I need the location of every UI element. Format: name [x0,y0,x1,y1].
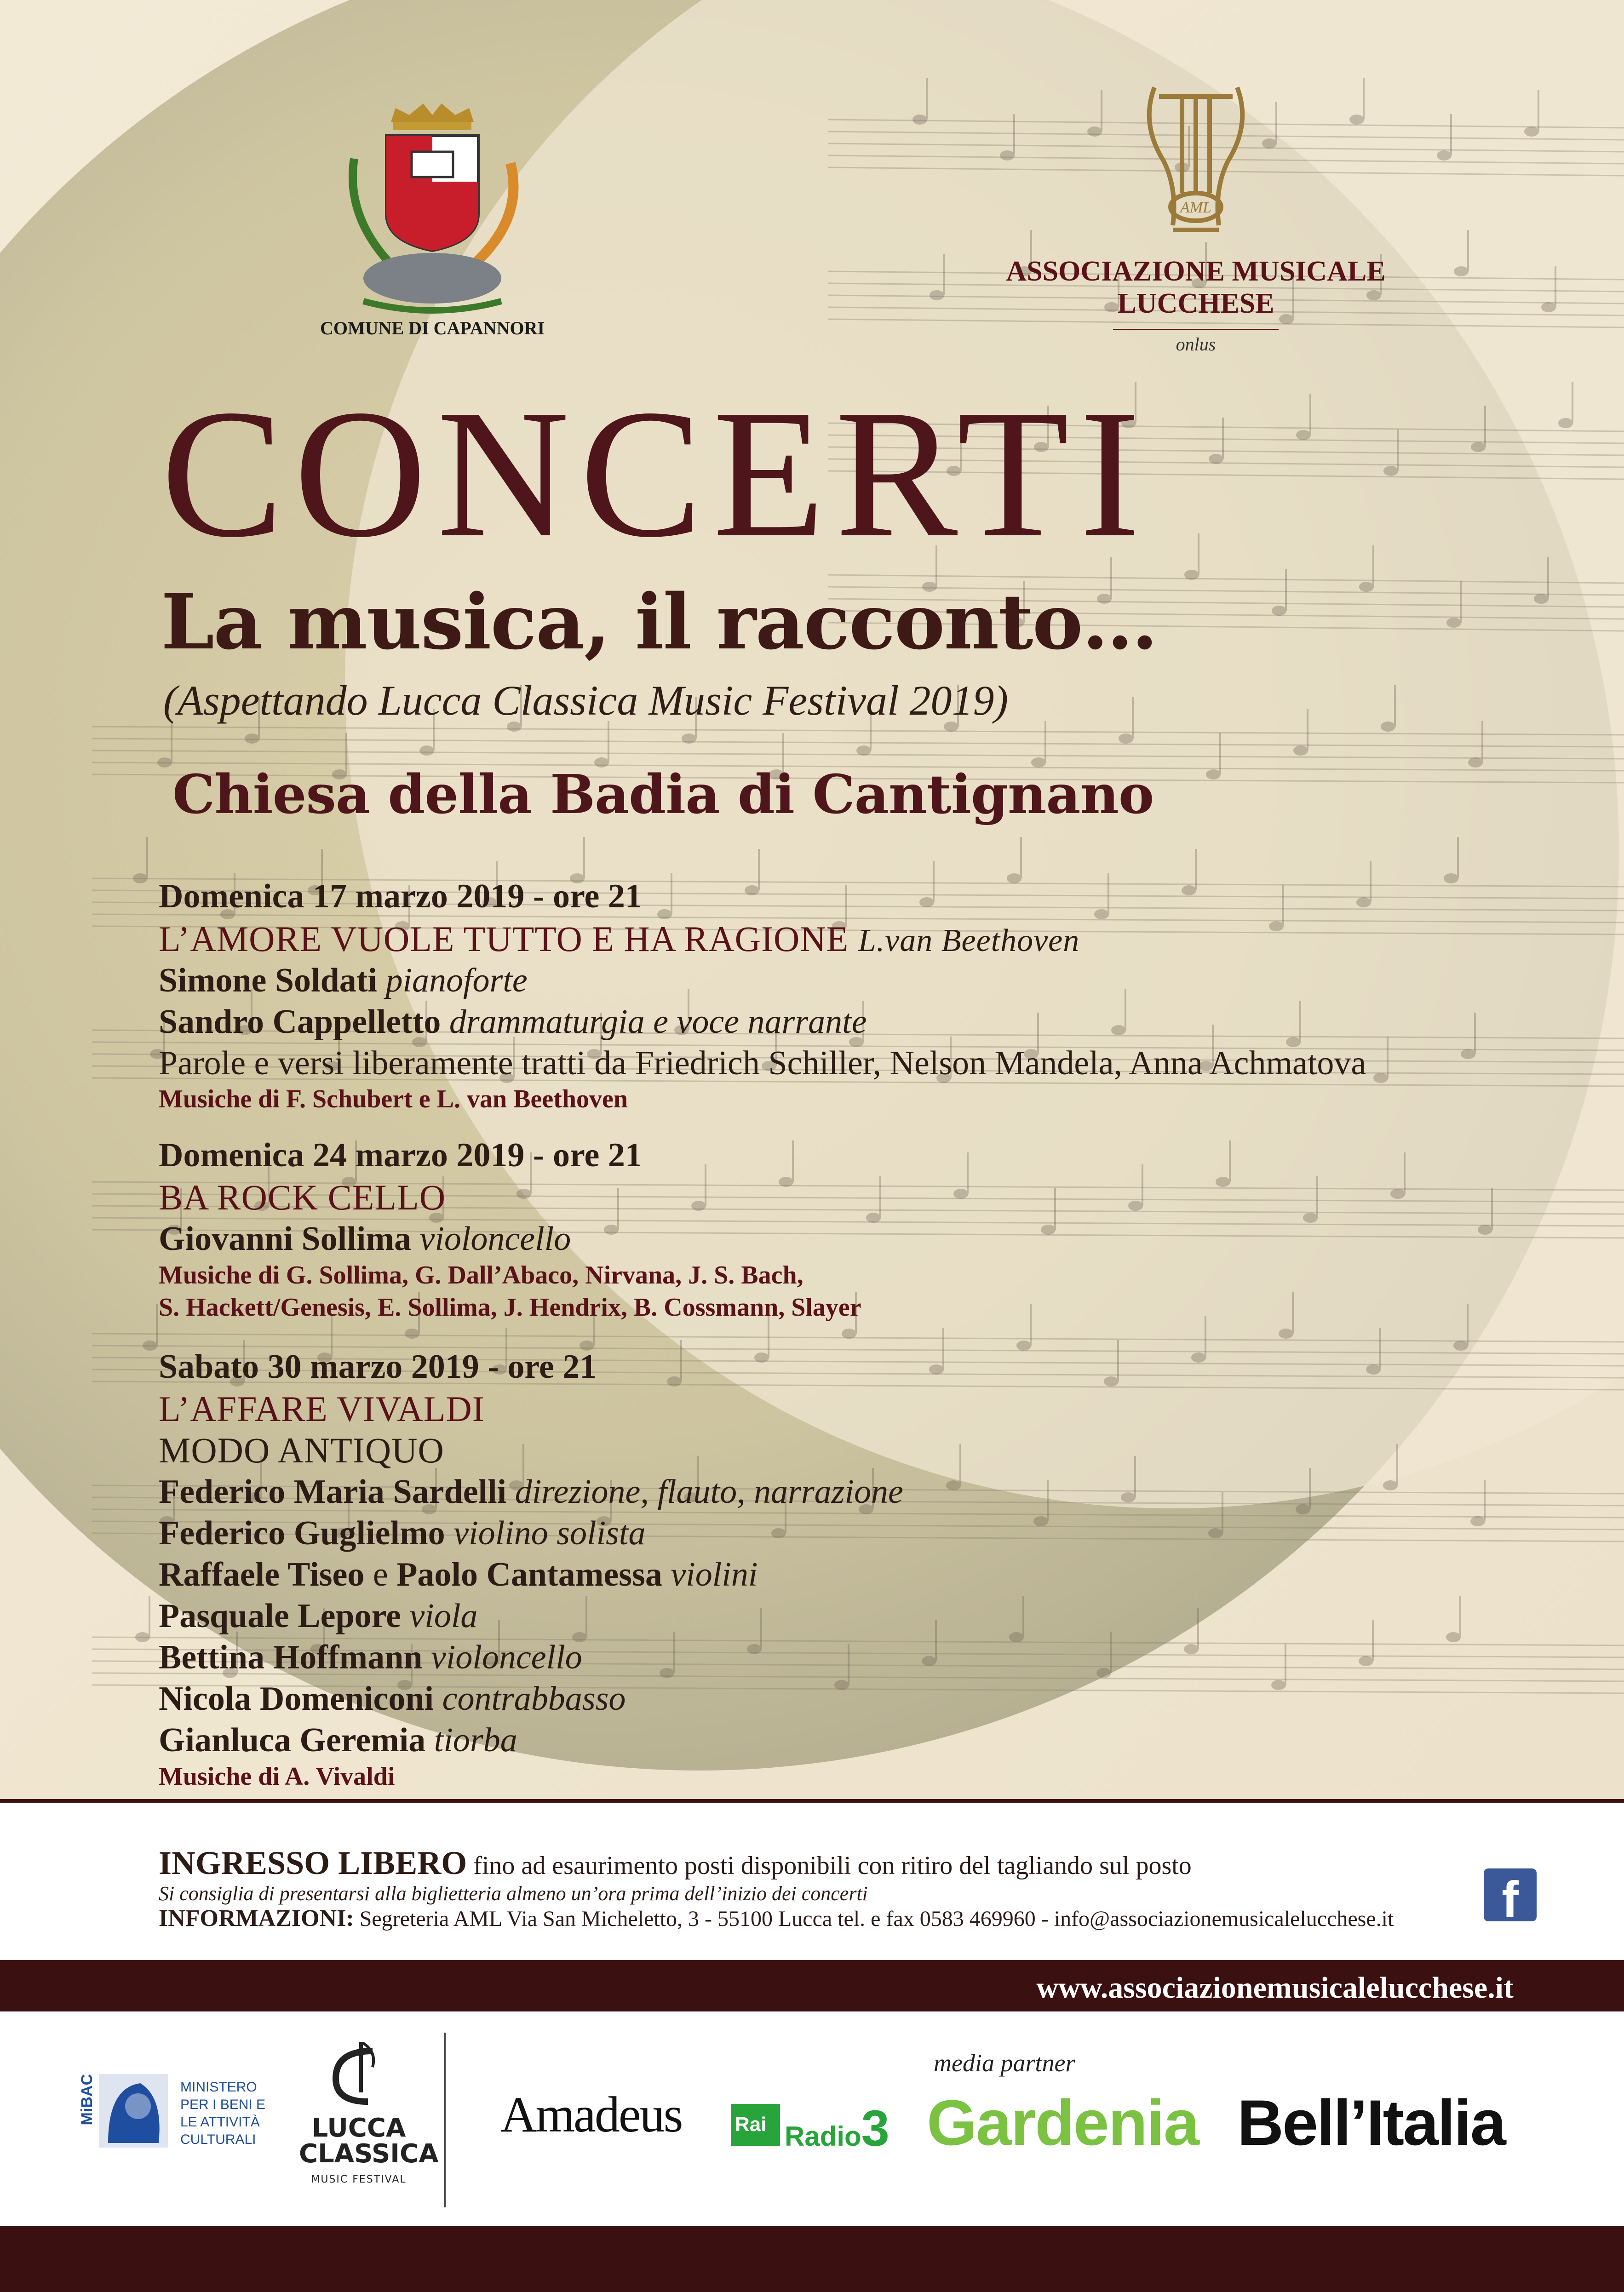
note-head [1446,618,1461,628]
performer-name: Raffaele Tiseo [159,1556,365,1593]
note-stem [1450,114,1452,155]
note-stem [1292,1292,1294,1334]
note-head [1453,1341,1468,1351]
note-stem [967,1152,969,1194]
note-head [1119,733,1133,744]
note-head [1471,442,1486,452]
note-head [135,1632,150,1642]
note-stem [1134,1456,1136,1497]
concert-3-performer-2 [159,1516,646,1550]
gardenia-logo: Gardenia [927,2086,1199,2159]
note-head [919,897,934,907]
note-stem [1397,430,1399,471]
performer-role: drammaturgia e voce narrante [449,1003,867,1041]
footer-bar [0,2226,1624,2292]
note-stem [1484,1480,1486,1521]
note-head [856,745,871,756]
note-stem [758,849,760,890]
performer-role: violino solista [453,1514,646,1552]
note-stem [879,1176,881,1218]
note-stem [671,873,672,914]
note-head [419,745,434,756]
note-stem [171,721,172,762]
note-stem [1285,569,1287,611]
note-head [922,1656,936,1666]
performer-name: Paolo Cantamessa [396,1556,662,1593]
note-stem [1054,1188,1056,1230]
note-stem [1108,873,1109,914]
performer-role: violoncello [431,1639,582,1676]
subtitle: La musica, il racconto… [161,577,1157,666]
note-head [1128,1201,1143,1211]
note-head [1541,302,1556,312]
note-head [1381,722,1395,732]
note-head [1279,1329,1293,1339]
radio3-logo [785,2099,889,2158]
amadeus-logo: Amadeus [500,2086,682,2143]
aml-name [966,255,1426,320]
performer-role: violini [671,1556,758,1593]
note-stem [1474,1013,1476,1054]
note-head [1191,1352,1206,1363]
note-head [1444,873,1458,883]
concert-2-title: BA ROCK CELLO [159,1177,446,1217]
note-stem [926,78,928,120]
performer-name: Bettina Hoffmann [159,1639,423,1676]
note-stem [1020,837,1022,878]
note-head [1184,1644,1199,1654]
note-head [1373,1073,1388,1083]
note-head [834,1680,849,1690]
note-head [1209,454,1223,464]
performer-role: viola [409,1597,478,1635]
note-stem [680,1340,682,1381]
note-stem [1372,1620,1374,1661]
comune-label: COMUNE DI CAPANNORI [320,318,545,338]
note-stem [1484,406,1486,447]
note-stem [933,861,935,902]
concert-2-performer-1 [159,1222,571,1256]
note-stem [768,1316,769,1358]
note-head [691,1201,706,1211]
concert-3-title-2: MODO ANTIQUO [159,1430,444,1470]
page-title: CONCERTI [161,372,1151,575]
note-stem [1117,1340,1119,1381]
aml-name-line1: ASSOCIAZIONE MUSICALE [1006,256,1386,287]
note-head [1359,1656,1373,1666]
note-stem [943,254,945,295]
info-label: INFORMAZIONI: [159,1905,354,1931]
concert-3-title-1: L’AFFARE VIVALDI [159,1389,485,1429]
note-head [1007,873,1021,883]
note-head [1383,466,1398,476]
note-stem [1309,1468,1311,1509]
note-head [1558,418,1573,428]
note-stem [156,1304,158,1346]
facebook-icon[interactable]: f [1484,1868,1537,1921]
note-head [1359,582,1374,592]
note-head [1094,909,1109,919]
concert-2-date: Domenica 24 marzo 2019 - ore 21 [159,1136,642,1174]
performer-name: Gianluca Geremia [159,1721,426,1759]
note-head [1296,430,1311,440]
performer-role: contrabbasso [442,1680,626,1718]
note-stem [1396,1444,1398,1485]
performer-conjunction: e [373,1556,388,1593]
mibac-line: PER I BENI E [180,2097,266,2112]
note-stem [1282,885,1284,926]
note-stem [1142,1164,1143,1206]
note-head [133,873,148,883]
info-line [159,1905,1394,1932]
note-stem [1459,1596,1461,1637]
note-stem [1547,557,1549,599]
performer-role: pianoforte [385,962,528,999]
note-stem [1285,1644,1286,1685]
note-stem [792,1140,794,1182]
note-head [1478,1225,1492,1235]
note-stem [1404,1152,1406,1194]
note-stem [1363,78,1365,120]
note-stem [585,1596,587,1637]
concert-3-performer-6 [159,1682,625,1716]
note-stem [1101,90,1102,132]
note-stem [1460,581,1462,623]
info-band [0,1803,1624,1959]
note-head [1293,745,1308,756]
info-details: Segreteria AML Via San Micheletto, 3 - 55100 Lucca tel. e fax 0583 469960 - info@associazionemusicalelucchese.it [359,1907,1394,1931]
comune-crest-icon [336,103,529,315]
note-stem [1372,545,1374,587]
performer-name: Giovanni Sollima [159,1220,411,1258]
note-head [1468,757,1483,768]
note-head [1104,1376,1119,1387]
note-head [912,115,927,125]
performer-role: direzione, flauto, narrazione [515,1473,903,1511]
note-stem [1572,382,1573,423]
note-head [682,733,696,744]
website-link[interactable]: www.associazionemusicalelucchese.it [1036,1971,1514,2005]
note-head [1366,1364,1381,1375]
concert-1-performer-1 [159,963,528,997]
note-head [667,1376,682,1387]
performer-name: Nicola Domeniconi [159,1680,434,1718]
note-stem [1275,102,1277,143]
lucca-classica-line: LUCCA [311,2113,406,2143]
note-head [1184,570,1199,580]
performer-name: Federico Guglielmo [159,1514,445,1552]
media-partner-label: media partner [934,2049,1075,2077]
note-stem [1316,1176,1318,1218]
note-head [866,1213,881,1223]
note-head [1303,1213,1318,1223]
note-stem [1125,989,1126,1030]
entry-free-label: INGRESSO LIBERO [159,1845,467,1881]
note-head [1262,138,1277,149]
note-stem [1222,1492,1223,1533]
note-head [1121,1492,1136,1502]
note-stem [1044,721,1046,762]
mibac-line: CULTURALI [180,2132,256,2147]
performer-name: Pasquale Lepore [159,1597,401,1635]
note-head [1272,606,1286,616]
mibac-logo-text: MiBAC [78,2074,96,2126]
note-head [1182,885,1196,895]
note-head [1356,897,1371,907]
performer-name: Simone Soldati [159,962,377,999]
concert-3-date: Sabato 30 marzo 2019 - ore 21 [159,1348,597,1386]
concert-1-title: L’AMORE VUOLE TUTTO E HA RAGIONE [159,919,849,959]
note-head [1216,1177,1230,1187]
note-head [1390,1189,1405,1199]
note-stem [1467,1304,1469,1346]
note-stem [1491,1188,1493,1230]
lucca-classica-line: CLASSICA [299,2139,439,2169]
note-head [157,757,172,768]
concert-2-music-2: S. Hackett/Genesis, E. Sollima, J. Hendrix, B. Cossmann, Slayer [159,1293,861,1322]
note-stem [1219,733,1221,774]
note-stem [1394,685,1396,727]
sponsor-divider [444,2033,446,2207]
note-stem [1222,418,1224,459]
performer-role: violoncello [419,1220,571,1258]
note-head [771,1528,786,1538]
note-head [779,1177,793,1187]
note-head [604,1225,619,1235]
concert-1-text: Parole e versi liberamente tratti da Friedrich Schiller, Nelson Mandela, Anna Achmatova [159,1044,1366,1082]
note-stem [705,1164,706,1206]
note-head [953,1189,968,1199]
note-stem [1307,709,1308,751]
note-stem [1299,1001,1301,1042]
note-stem [1198,533,1199,575]
concert-3-performer-5 [159,1640,582,1674]
concert-1-composer: L.van Beethoven [858,923,1080,958]
note-head [745,885,759,895]
note-stem [1370,861,1372,902]
note-head [1446,1632,1461,1642]
note-stem [1013,114,1015,155]
note-head [245,733,259,744]
bellitalia-logo: Bell’Italia [1237,2086,1505,2159]
aml-onlus: onlus [1176,334,1216,355]
performer-name: Sandro Cappelletto [159,1003,441,1041]
note-head [143,1341,157,1351]
concert-1-title-row [159,921,1079,957]
concert-3-music: Musiche di A. Vivaldi [159,1762,395,1791]
note-head [1111,1025,1126,1035]
note-head [747,1644,762,1654]
note-stem [942,1328,944,1369]
note-head [842,1329,856,1339]
note-stem [1457,837,1459,878]
radio-word: Radio [785,2121,861,2152]
note-head [1470,1516,1485,1526]
note-head [1524,126,1539,137]
lucca-classica-subline: MUSIC FESTIVAL [311,2174,407,2185]
concert-3-performer-1 [159,1475,903,1509]
note-head [1087,126,1102,137]
note-stem [146,837,148,878]
note-head [1033,1516,1048,1526]
mibac-text [180,2079,265,2149]
note-stem [1229,1140,1231,1182]
note-stem [1022,1596,1024,1637]
concert-3-performer-3 [159,1558,757,1592]
note-stem [1467,230,1469,271]
note-head [754,1352,769,1363]
entry-line [159,1844,1192,1882]
note-head [930,290,944,300]
note-stem [583,837,585,878]
note-head [1437,150,1452,160]
rai-logo-text: Rai [735,2113,767,2136]
lucca-classica-text [299,2113,439,2193]
note-stem [617,1188,619,1230]
note-stem [959,1444,961,1485]
performer-name: Federico Maria Sardelli [159,1473,507,1511]
note-head [1009,1632,1024,1642]
mibac-emblem-icon [90,2069,172,2152]
note-stem [1309,394,1311,435]
note-stem [848,1644,849,1685]
note-head [1461,1049,1475,1059]
note-head [929,1364,944,1375]
entry-details: fino ad esaurimento posti disponibili con ritiro del tagliando sul posto [473,1851,1192,1880]
note-head [1269,921,1284,931]
concert-1-performer-2 [159,1005,867,1039]
note-head [1041,1225,1056,1235]
aml-name-line2: LUCCHESE [1117,288,1274,319]
note-stem [1555,266,1556,307]
concert-3-performer-7 [159,1723,517,1757]
note-head [405,1329,419,1339]
note-head [1096,1668,1111,1678]
advice-line: Si consiglia di presentarsi alla biglietteria almeno un’ora prima dell’inizio dei concerti [159,1882,868,1905]
aml-divider [1113,329,1279,330]
note-head [1383,1480,1398,1490]
note-head [1208,1528,1223,1538]
note-stem [1132,697,1134,739]
concert-1-music: Musiche di F. Schubert e L. van Beethoven [159,1085,628,1113]
note-head [946,1480,961,1490]
note-stem [1481,721,1483,762]
note-stem [760,1608,762,1649]
note-stem [1538,90,1539,132]
venue: Chiesa della Badia di Cantignano [172,763,1154,826]
note-stem [149,1596,150,1637]
mibac-line: LE ATTIVITÀ [180,2114,260,2130]
note-stem [673,1632,675,1673]
note-head [1296,1504,1310,1514]
note-stem [1205,1316,1206,1358]
note-stem [1110,1632,1112,1673]
concert-1-date: Domenica 17 marzo 2019 - ore 21 [159,877,642,915]
concert-3-performer-4 [159,1599,477,1633]
note-stem [1379,1328,1381,1369]
performer-role: tiorba [434,1721,517,1759]
note-head [657,909,672,919]
lucca-classica-icon [317,2042,391,2111]
note-head [1349,115,1364,125]
note-head [1000,150,1015,160]
aml-monogram: AML [1180,199,1211,216]
note-stem [935,1620,937,1661]
note-head [660,1668,674,1678]
concert-2-music-1: Musiche di G. Sollima, G. Dall’Abaco, Nirvana, J. S. Bach, [159,1261,803,1289]
note-stem [608,721,609,762]
note-head [1454,266,1469,276]
lyre-icon [1136,78,1256,248]
note-head [1016,1341,1031,1351]
note-stem [1047,1480,1049,1521]
note-stem [1195,849,1197,890]
radio-number: 3 [861,2100,889,2157]
note-head [1534,594,1549,604]
note-stem [1197,1608,1199,1649]
mibac-line: MINISTERO [180,2080,257,2095]
festival-note: (Aspettando Lucca Classica Music Festival 2019) [163,677,1009,724]
note-stem [1030,1304,1032,1346]
note-stem [1387,1037,1389,1078]
note-head [516,1189,531,1199]
note-head [1271,1680,1286,1690]
note-head [1206,769,1221,779]
